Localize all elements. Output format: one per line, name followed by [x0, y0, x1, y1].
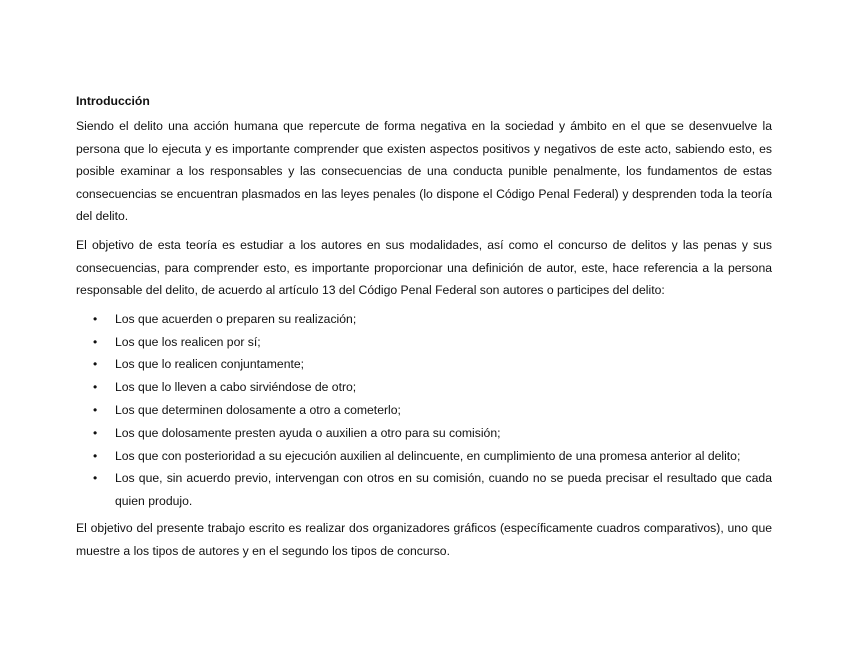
- bullet-icon: •: [93, 448, 98, 463]
- objective-paragraph: El objetivo de esta teoría es estudiar a los autores en sus modalidades, así como el concurso de delitos y las penas y sus consecuencias, para comprender esto, es importante proporcionar una definición de autor, este, hace referencia a la persona responsable del delito, de acuerdo al artículo 13 del Código Penal Federal son autores o participes del delito:: [76, 237, 772, 298]
- list-item: [76, 308, 772, 331]
- list-item-text: Los que acuerden o preparen su realización;: [115, 311, 357, 326]
- list-item: [76, 399, 772, 422]
- closing-paragraph: El objetivo del presente trabajo escrito es realizar dos organizadores gráficos (específicamente cuadros comparativos), uno que muestre a los tipos de autores y en el segundo los tipos de concurso.: [76, 520, 772, 558]
- list-item: [76, 422, 772, 445]
- bullet-icon: •: [93, 380, 98, 395]
- list-item-text: Los que lo lleven a cabo sirviéndose de otro;: [115, 380, 357, 395]
- list-item: [76, 445, 772, 468]
- bullet-icon: •: [93, 311, 98, 326]
- bullet-icon: •: [93, 357, 98, 372]
- bullet-icon: •: [93, 334, 98, 349]
- bullet-icon: •: [93, 471, 98, 486]
- document-body: [76, 90, 772, 568]
- list-item-text: Los que, sin acuerdo previo, intervengan con otros en su comisión, cuando no se pueda precisar el resultado que cada quien produjo.: [115, 471, 772, 509]
- list-item-text: Los que dolosamente presten ayuda o auxilien a otro para su comisión;: [115, 425, 501, 440]
- list-item: [76, 353, 772, 376]
- list-item-text: Los que lo realicen conjuntamente;: [115, 357, 305, 372]
- bullet-icon: •: [93, 425, 98, 440]
- list-item-text: Los que los realicen por sí;: [115, 334, 261, 349]
- list-item: [76, 331, 772, 354]
- list-item: [76, 467, 772, 513]
- section-heading: Introducción: [76, 94, 150, 108]
- intro-paragraph: Siendo el delito una acción humana que repercute de forma negativa en la sociedad y ámbito en el que se desenvuelve la persona que lo ejecuta y es importante comprender que existen aspectos positivos y negativos de este acto, sabiendo esto, es posible examinar a los responsables y las consecuencias de una conducta punible penalmente, los fundamentos de estas consecuencias se encuentran plasmados en las leyes penales (lo dispone el Código Penal Federal) y desprenden toda la teoría del delito.: [76, 119, 772, 224]
- authors-list: [76, 308, 772, 513]
- list-item-text: Los que determinen dolosamente a otro a cometerlo;: [115, 402, 401, 417]
- list-item-text: Los que con posterioridad a su ejecución auxilien al delincuente, en cumplimiento de una promesa anterior al delito;: [115, 448, 741, 463]
- list-item: [76, 376, 772, 399]
- bullet-icon: •: [93, 402, 98, 417]
